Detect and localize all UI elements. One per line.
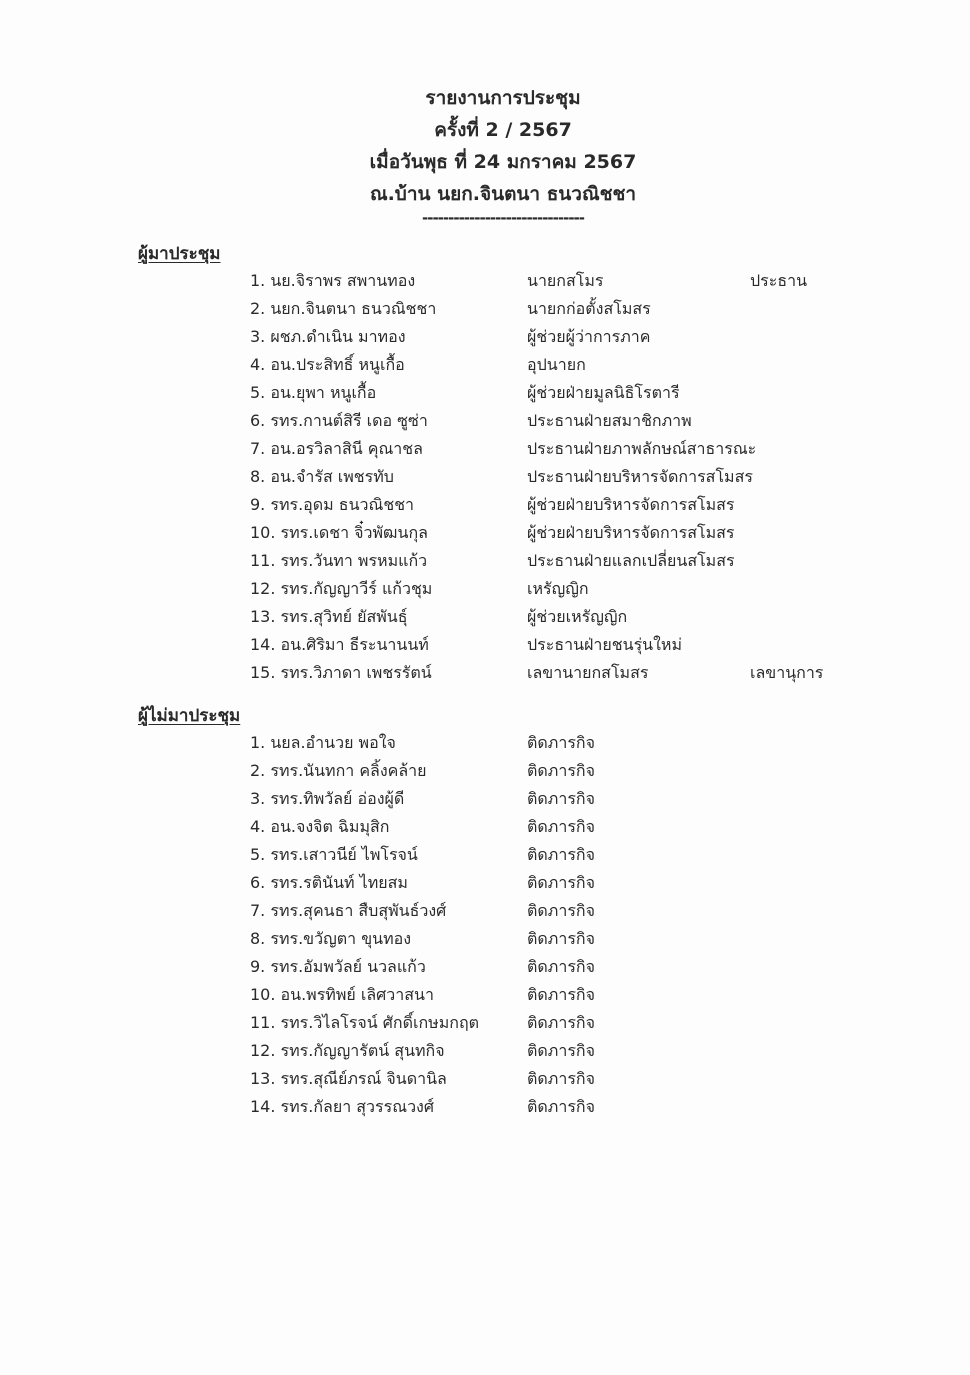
absentee-name: 13. รทร.สุณีย์ภรณ์ จินดานิล: [250, 1069, 447, 1088]
absentee-name: 12. รทร.กัญญารัตน์ สุนทกิจ: [250, 1041, 445, 1060]
attendee-row: [250, 463, 910, 491]
attendees-heading: ผู้มาประชุม: [138, 244, 221, 264]
absentee-reason: ติดภารกิจ: [527, 985, 595, 1004]
attendee-role: เลขานุการ: [750, 663, 824, 682]
absentee-row: [250, 1093, 910, 1121]
absentee-reason: ติดภารกิจ: [527, 789, 595, 808]
attendees-list: [250, 267, 910, 687]
attendee-name: 10. รทร.เดชา จิ๋วพัฒนกุล: [250, 523, 428, 542]
absentee-reason: ติดภารกิจ: [527, 1069, 595, 1088]
absentee-name: 8. รทร.ขวัญตา ขุนทอง: [250, 929, 412, 948]
attendee-name: 5. อน.ยุพา หนูเกื้อ: [250, 383, 377, 402]
absentee-name: 9. รทร.อัมพวัลย์ นวลแก้ว: [250, 957, 426, 976]
attendee-row: [250, 267, 910, 295]
attendee-name: 2. นยก.จินตนา ธนวณิชชา: [250, 299, 437, 318]
absentee-row: [250, 785, 910, 813]
absentee-name: 4. อน.จงจิต ฉิมมุสิก: [250, 817, 390, 836]
absentee-row: [250, 981, 910, 1009]
attendee-row: [250, 547, 910, 575]
absentee-row: [250, 869, 910, 897]
attendee-row: [250, 407, 910, 435]
attendee-position: ผู้ช่วยฝ่ายมูลนิธิโรตารี: [527, 383, 680, 402]
meeting-venue: ณ.บ้าน นยก.จินตนา ธนวณิชชา: [369, 183, 637, 205]
absentee-reason: ติดภารกิจ: [527, 761, 595, 780]
attendee-row: [250, 519, 910, 547]
absentee-reason: ติดภารกิจ: [527, 957, 595, 976]
absentee-name: 7. รทร.สุคนธา สืบสุพันธ์วงศ์: [250, 901, 447, 920]
absentee-reason: ติดภารกิจ: [527, 817, 595, 836]
attendee-position: ประธานฝ่ายชนรุ่นใหม่: [527, 635, 682, 654]
absentee-row: [250, 925, 910, 953]
attendee-row: [250, 659, 910, 687]
attendee-position: ผู้ช่วยฝ่ายบริหารจัดการสโมสร: [527, 523, 735, 542]
attendee-name: 15. รทร.วิภาดา เพชรรัตน์: [250, 663, 432, 682]
attendee-name: 1. นย.จิราพร สพานทอง: [250, 271, 416, 290]
absentee-name: 14. รทร.กัลยา สุวรรณวงศ์: [250, 1097, 435, 1116]
attendee-row: [250, 435, 910, 463]
attendee-row: [250, 351, 910, 379]
absentee-name: 2. รทร.นันทกา คลิ้งคล้าย: [250, 761, 427, 780]
absentee-reason: ติดภารกิจ: [527, 1041, 595, 1060]
absentee-reason: ติดภารกิจ: [527, 733, 595, 752]
attendee-position: ผู้ช่วยผู้ว่าการภาค: [527, 327, 651, 346]
absentee-row: [250, 813, 910, 841]
absentees-heading: ผู้ไม่มาประชุม: [138, 706, 241, 726]
absentee-reason: ติดภารกิจ: [527, 845, 595, 864]
attendee-name: 4. อน.ประสิทธิ์ หนูเกื้อ: [250, 355, 405, 374]
attendee-name: 14. อน.ศิริมา ธีระนานนท์: [250, 635, 429, 654]
header-divider: -------------------------------: [422, 209, 584, 227]
attendee-position: ประธานฝ่ายสมาชิกภาพ: [527, 411, 692, 430]
meeting-date: เมื่อวันพุธ ที่ 24 มกราคม 2567: [369, 151, 637, 173]
attendee-row: [250, 491, 910, 519]
attendee-name: 12. รทร.กัญญาวีร์ แก้วชุม: [250, 579, 433, 598]
attendee-name: 13. รทร.สุวิทย์ ยัสพันธุ์: [250, 607, 408, 626]
attendee-row: [250, 575, 910, 603]
attendee-role: ประธาน: [750, 271, 808, 290]
report-header: [0, 82, 970, 230]
absentee-row: [250, 757, 910, 785]
absentee-name: 6. รทร.รตินันท์ ไทยสม: [250, 873, 408, 892]
attendee-row: [250, 323, 910, 351]
attendee-position: ผู้ช่วยเหรัญญิก: [527, 607, 628, 626]
attendee-name: 7. อน.อรวิลาสินี คุณาชล: [250, 439, 423, 458]
absentee-name: 11. รทร.วิไลโรจน์ ศักดิ์เกษมกฤต: [250, 1013, 480, 1032]
attendee-name: 11. รทร.วันทา พรหมแก้ว: [250, 551, 428, 570]
absentee-reason: ติดภารกิจ: [527, 873, 595, 892]
attendee-name: 9. รทร.อุดม ธนวณิชชา: [250, 495, 415, 514]
absentee-reason: ติดภารกิจ: [527, 1097, 595, 1116]
absentees-list: [250, 729, 910, 1121]
attendee-position: นายกสโมร: [527, 271, 604, 290]
absentee-reason: ติดภารกิจ: [527, 929, 595, 948]
absentee-row: [250, 729, 910, 757]
absentee-row: [250, 1065, 910, 1093]
attendee-position: ประธานฝ่ายภาพลักษณ์สาธารณะ: [527, 439, 757, 458]
absentee-reason: ติดภารกิจ: [527, 901, 595, 920]
absentee-row: [250, 953, 910, 981]
absentee-row: [250, 1009, 910, 1037]
absentee-reason: ติดภารกิจ: [527, 1013, 595, 1032]
absentee-row: [250, 897, 910, 925]
attendee-name: 3. ผชภ.ดำเนิน มาทอง: [250, 327, 406, 346]
attendee-position: นายกก่อตั้งสโมสร: [527, 299, 651, 318]
absentee-row: [250, 1037, 910, 1065]
meeting-number: ครั้งที่ 2 / 2567: [434, 119, 572, 141]
attendee-position: ผู้ช่วยฝ่ายบริหารจัดการสโมสร: [527, 495, 735, 514]
attendee-row: [250, 603, 910, 631]
attendee-row: [250, 295, 910, 323]
absentee-name: 5. รทร.เสาวนีย์ ไพโรจน์: [250, 845, 418, 864]
absentee-name: 10. อน.พรทิพย์ เลิศวาสนา: [250, 985, 434, 1004]
attendee-position: เหรัญญิก: [527, 579, 589, 598]
absentee-row: [250, 841, 910, 869]
attendee-position: ประธานฝ่ายแลกเปลี่ยนสโมสร: [527, 551, 735, 570]
absentee-name: 1. นยล.อำนวย พอใจ: [250, 733, 396, 752]
attendee-name: 6. รทร.กานต์สิรี เดอ ซูซ่า: [250, 411, 428, 430]
absentee-name: 3. รทร.ทิพวัลย์ อ่องผู้ดี: [250, 789, 405, 808]
report-title: รายงานการประชุม: [425, 87, 581, 109]
attendee-name: 8. อน.จำรัส เพชรทับ: [250, 467, 394, 486]
attendee-row: [250, 631, 910, 659]
attendee-position: ประธานฝ่ายบริหารจัดการสโมสร: [527, 467, 753, 486]
attendee-position: อุปนายก: [527, 355, 586, 374]
attendee-position: เลขานายกสโมสร: [527, 663, 649, 682]
attendee-row: [250, 379, 910, 407]
